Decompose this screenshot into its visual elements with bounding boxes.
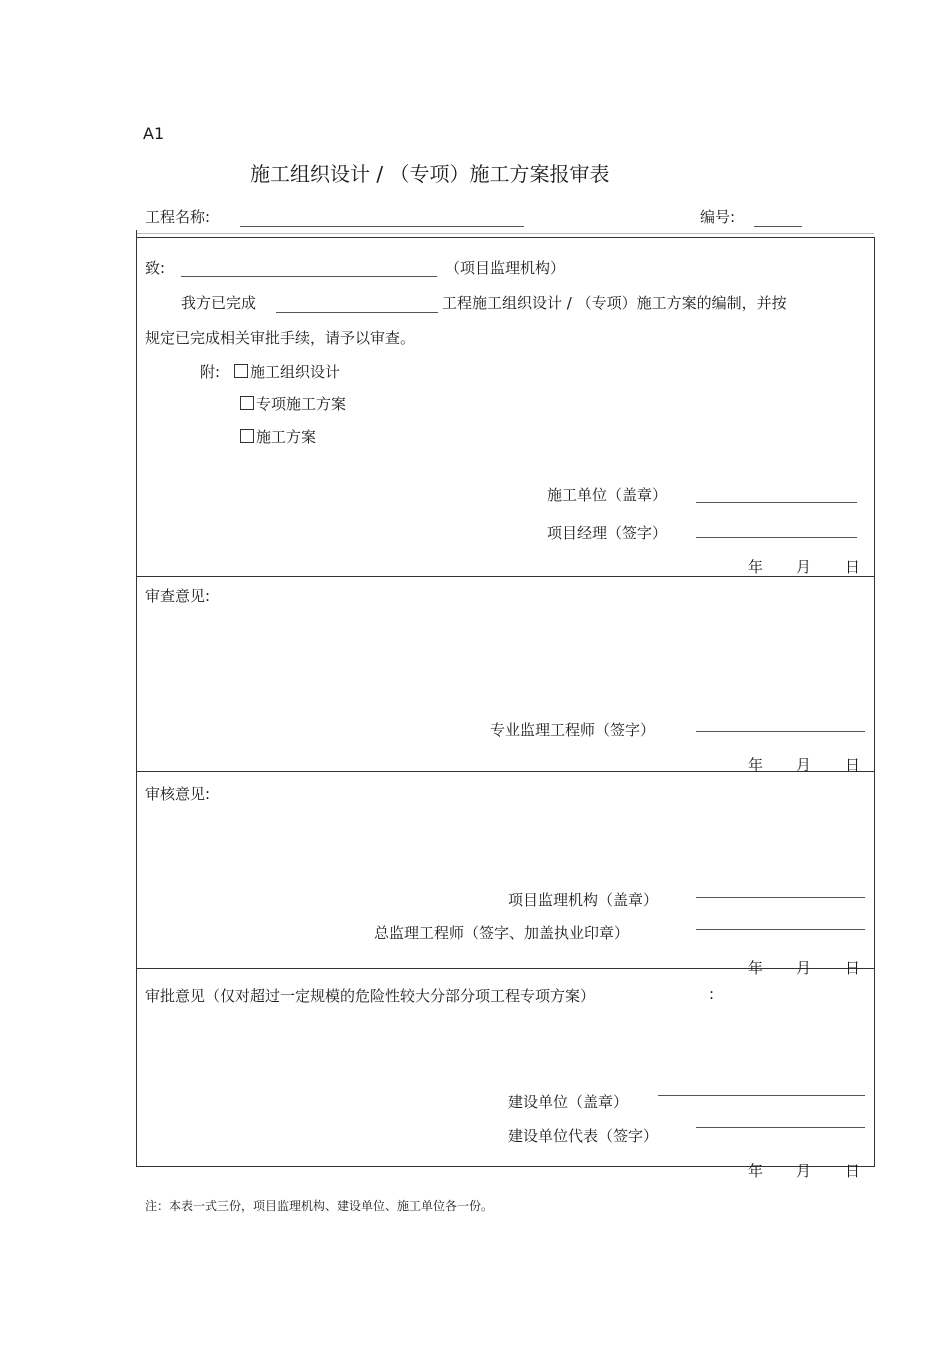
body-prefix: 我方已完成	[181, 294, 257, 312]
pm-signature-field[interactable]	[696, 537, 857, 538]
date-day: 日	[845, 558, 861, 576]
supervision-org-field[interactable]	[696, 897, 865, 898]
attachment-label: 施工方案	[256, 428, 317, 446]
owner-label: 建设单位（盖章）	[508, 1093, 629, 1111]
section-divider-2	[136, 771, 874, 772]
date-day: 日	[845, 756, 861, 774]
table-bottom-border	[136, 1166, 874, 1167]
project-name-label: 工程名称:	[145, 208, 211, 226]
contractor-label: 施工单位（盖章）	[547, 486, 668, 504]
table-top-border	[136, 237, 874, 238]
table-right-border	[874, 237, 875, 1167]
checkbox[interactable]	[240, 396, 254, 410]
attachment-label: 施工组织设计	[250, 363, 341, 381]
date-month: 月	[796, 756, 812, 774]
chief-engineer-field[interactable]	[696, 929, 865, 930]
date-year: 年	[748, 1162, 764, 1180]
attachment-item[interactable]	[240, 393, 346, 414]
project-name-field[interactable]	[240, 226, 524, 227]
contractor-field[interactable]	[696, 502, 857, 503]
footnote: 注：本表一式三份，项目监理机构、建设单位、施工单位各一份。	[145, 1199, 494, 1213]
attachment-label: 专项施工方案	[256, 395, 347, 413]
project-completed-field[interactable]	[276, 312, 438, 313]
number-field[interactable]	[754, 226, 802, 227]
checkbox[interactable]	[240, 429, 254, 443]
audit-heading: 审核意见:	[145, 785, 211, 803]
chief-engineer-label: 总监理工程师（签字、加盖执业印章）	[374, 924, 630, 942]
to-field[interactable]	[181, 276, 437, 277]
pm-label: 项目经理（签字）	[547, 524, 668, 542]
to-label: 致:	[145, 259, 166, 277]
table-top-faint	[136, 233, 874, 234]
date-month: 月	[796, 558, 812, 576]
date-year: 年	[748, 959, 764, 977]
checkbox[interactable]	[234, 364, 248, 378]
number-label: 编号:	[700, 208, 736, 226]
owner-rep-signature-field[interactable]	[696, 1127, 865, 1128]
date-year: 年	[748, 558, 764, 576]
date-day: 日	[845, 959, 861, 977]
engineer-label: 专业监理工程师（签字）	[490, 721, 656, 739]
body-line-2: 规定已完成相关审批手续，请予以审查。	[145, 329, 416, 347]
date-month: 月	[796, 1162, 812, 1180]
section-divider-1	[136, 576, 874, 577]
body-middle: 工程施工组织设计 / （专项）施工方案的编制，并按	[442, 294, 787, 312]
attachment-item[interactable]	[240, 426, 316, 447]
form-title: 施工组织设计 / （专项）施工方案报审表	[250, 162, 610, 186]
to-suffix: （项目监理机构）	[445, 259, 566, 277]
date-year: 年	[748, 756, 764, 774]
owner-seal-field[interactable]	[658, 1095, 865, 1096]
supervision-org-label: 项目监理机构（盖章）	[508, 891, 659, 909]
attach-label: 附:	[200, 363, 221, 381]
date-day: 日	[845, 1162, 861, 1180]
attachment-item[interactable]	[234, 361, 340, 382]
owner-rep-label: 建设单位代表（签字）	[508, 1127, 659, 1145]
review-heading: 审查意见:	[145, 587, 211, 605]
approval-heading: 审批意见（仅对超过一定规模的危险性较大分部分项工程专项方案）	[145, 987, 596, 1005]
approval-colon: :	[709, 985, 715, 1003]
form-code: A1	[143, 124, 165, 143]
section-divider-3	[136, 968, 874, 969]
date-month: 月	[796, 959, 812, 977]
table-left-border	[136, 230, 137, 1167]
engineer-signature-field[interactable]	[696, 731, 865, 732]
